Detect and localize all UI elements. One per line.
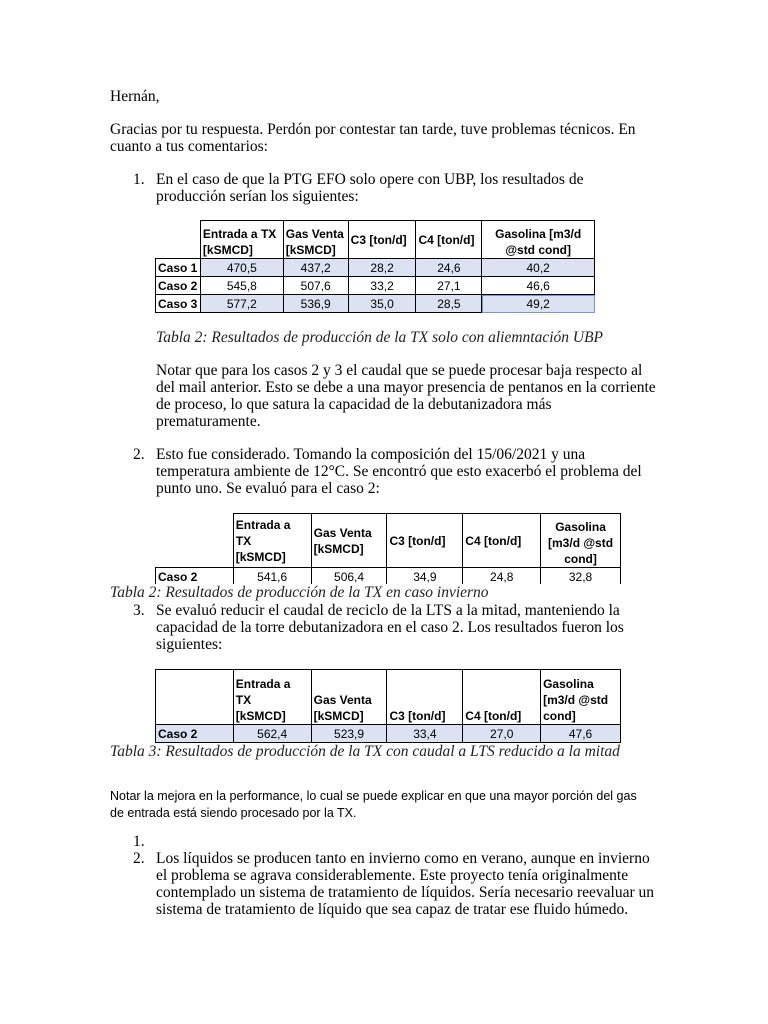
col-header-gasolina: Gasolina [m3/d @std cond] bbox=[482, 221, 595, 259]
table-header-row bbox=[156, 514, 621, 568]
table-corner bbox=[156, 221, 201, 259]
final-list-number-2: 2. bbox=[133, 850, 145, 867]
row-label: Caso 2 bbox=[156, 725, 234, 743]
table2-caption: Tabla 2: Resultados de producción de la TX en caso invierno bbox=[110, 584, 489, 601]
cell-c4: 24,6 bbox=[416, 259, 482, 277]
note2-line-2: de entrada está siendo procesado por la TX. bbox=[110, 806, 357, 820]
table-row bbox=[156, 568, 621, 585]
item2-line-3: punto uno. Se evaluó para el caso 2: bbox=[156, 480, 380, 497]
intro-line-1: Gracias por tu respuesta. Perdón por contestar tan tarde, tuve problemas técnicos. En bbox=[110, 121, 636, 138]
item1-line-1: En el caso de que la PTG EFO solo opere con UBP, los resultados de bbox=[156, 171, 584, 188]
table-corner bbox=[156, 514, 234, 568]
cell-entrada: 577,2 bbox=[200, 295, 283, 313]
cell-gasolina: 40,2 bbox=[482, 259, 595, 277]
cell-c4: 27,1 bbox=[416, 277, 482, 295]
col-header-entrada: Entrada a TX [kSMCD] bbox=[233, 514, 311, 568]
list-number-1: 1. bbox=[133, 171, 145, 188]
row-label: Caso 2 bbox=[156, 568, 234, 585]
table1-caption: Tabla 2: Resultados de producción de la TX solo con aliemntación UBP bbox=[156, 329, 604, 346]
col-header-c4: C4 [ton/d] bbox=[416, 221, 482, 259]
cell-gasolina: 47,6 bbox=[541, 725, 621, 743]
final-item2-line-1: Los líquidos se producen tanto en invierno como en verano, aunque en invierno bbox=[156, 850, 650, 867]
col-header-entrada: Entrada a TX [kSMCD] bbox=[200, 221, 283, 259]
col-header-gas-venta: Gas Venta [kSMCD] bbox=[311, 670, 387, 725]
list-number-2: 2. bbox=[133, 446, 145, 463]
cell-c3: 33,4 bbox=[387, 725, 463, 743]
table3-caption: Tabla 3: Resultados de producción de la TX con caudal a LTS reducido a la mitad bbox=[110, 743, 620, 760]
cell-c3: 33,2 bbox=[348, 277, 416, 295]
results-table-invierno bbox=[155, 513, 621, 584]
note1-line-3: de proceso, lo que satura la capacidad de la debutanizadora más bbox=[156, 396, 552, 413]
greeting: Hernán, bbox=[110, 88, 160, 105]
item3-line-1: Se evaluó reducir el caudal de reciclo de la LTS a la mitad, manteniendo la bbox=[156, 602, 620, 619]
row-label: Caso 1 bbox=[156, 259, 201, 277]
col-header-c3: C3 [ton/d] bbox=[387, 670, 463, 725]
table-header-row bbox=[156, 670, 621, 725]
col-header-c4: C4 [ton/d] bbox=[463, 514, 541, 568]
final-item2-line-4: sistema de tratamiento de líquido que sea capaz de tratar ese fluido húmedo. bbox=[156, 901, 629, 918]
cell-c3: 35,0 bbox=[348, 295, 416, 313]
note1-line-1: Notar que para los casos 2 y 3 el caudal que se puede procesar baja respecto al bbox=[156, 362, 643, 379]
table-row bbox=[156, 295, 595, 313]
cell-c3: 34,9 bbox=[387, 568, 463, 585]
cell-c3: 28,2 bbox=[348, 259, 416, 277]
final-item2-line-3: contemplado un sistema de tratamiento de líquidos. Sería necesario reevaluar un bbox=[156, 884, 654, 901]
cell-gasolina: 46,6 bbox=[482, 277, 595, 295]
table-header-row bbox=[156, 221, 595, 259]
item2-line-1: Esto fue considerado. Tomando la composición del 15/06/2021 y una bbox=[156, 446, 586, 463]
cell-c4: 24,8 bbox=[463, 568, 541, 585]
cell-gasolina: 32,8 bbox=[541, 568, 621, 585]
cell-gas-venta: 536,9 bbox=[283, 295, 348, 313]
cell-gas-venta: 437,2 bbox=[283, 259, 348, 277]
cell-entrada: 545,8 bbox=[200, 277, 283, 295]
cell-c4: 27,0 bbox=[463, 725, 541, 743]
table-row bbox=[156, 259, 595, 277]
results-table-ubp bbox=[155, 220, 595, 313]
cell-entrada: 562,4 bbox=[233, 725, 311, 743]
table-row bbox=[156, 277, 595, 295]
cell-entrada: 470,5 bbox=[200, 259, 283, 277]
cell-gas-venta: 507,6 bbox=[283, 277, 348, 295]
col-header-c3: C3 [ton/d] bbox=[387, 514, 463, 568]
col-header-c4: C4 [ton/d] bbox=[463, 670, 541, 725]
final-list-number-1: 1. bbox=[133, 833, 145, 850]
col-header-entrada: Entrada a TX [kSMCD] bbox=[233, 670, 311, 725]
item3-line-3: siguientes: bbox=[156, 636, 223, 653]
col-header-c3: C3 [ton/d] bbox=[348, 221, 416, 259]
item1-line-2: producción serían los siguientes: bbox=[156, 188, 359, 205]
cell-gas-venta: 506,4 bbox=[311, 568, 387, 585]
col-header-gasolina: Gasolina [m3/d @std cond] bbox=[541, 670, 621, 725]
table-corner bbox=[156, 670, 234, 725]
cell-c4: 28,5 bbox=[416, 295, 482, 313]
final-item2-line-2: el problema se agrava considerablemente. Este proyecto tenía originalmente bbox=[156, 867, 629, 884]
results-table-lts bbox=[155, 669, 621, 743]
cell-entrada: 541,6 bbox=[233, 568, 311, 585]
item3-line-2: capacidad de la torre debutanizadora en el caso 2. Los resultados fueron los bbox=[156, 619, 624, 636]
note1-line-2: del mail anterior. Esto se debe a una mayor presencia de pentanos en la corriente bbox=[156, 379, 656, 396]
note1-line-4: prematuramente. bbox=[156, 413, 261, 430]
intro-line-2: cuanto a tus comentarios: bbox=[110, 138, 268, 155]
cell-gas-venta: 523,9 bbox=[311, 725, 387, 743]
row-label: Caso 2 bbox=[156, 277, 201, 295]
row-label: Caso 3 bbox=[156, 295, 201, 313]
col-header-gas-venta: Gas Venta [kSMCD] bbox=[311, 514, 387, 568]
col-header-gas-venta: Gas Venta [kSMCD] bbox=[283, 221, 348, 259]
col-header-gasolina: Gasolina [m3/d @std cond] bbox=[541, 514, 621, 568]
note2-line-1: Notar la mejora en la performance, lo cual se puede explicar en que una mayor porción del gas bbox=[110, 789, 637, 803]
cell-gasolina-selected[interactable]: 49,2 bbox=[482, 295, 595, 313]
table-row bbox=[156, 725, 621, 743]
item2-line-2: temperatura ambiente de 12°C. Se encontró que esto exacerbó el problema del bbox=[156, 463, 642, 480]
table2-clip bbox=[155, 513, 623, 584]
list-number-3: 3. bbox=[133, 602, 145, 619]
